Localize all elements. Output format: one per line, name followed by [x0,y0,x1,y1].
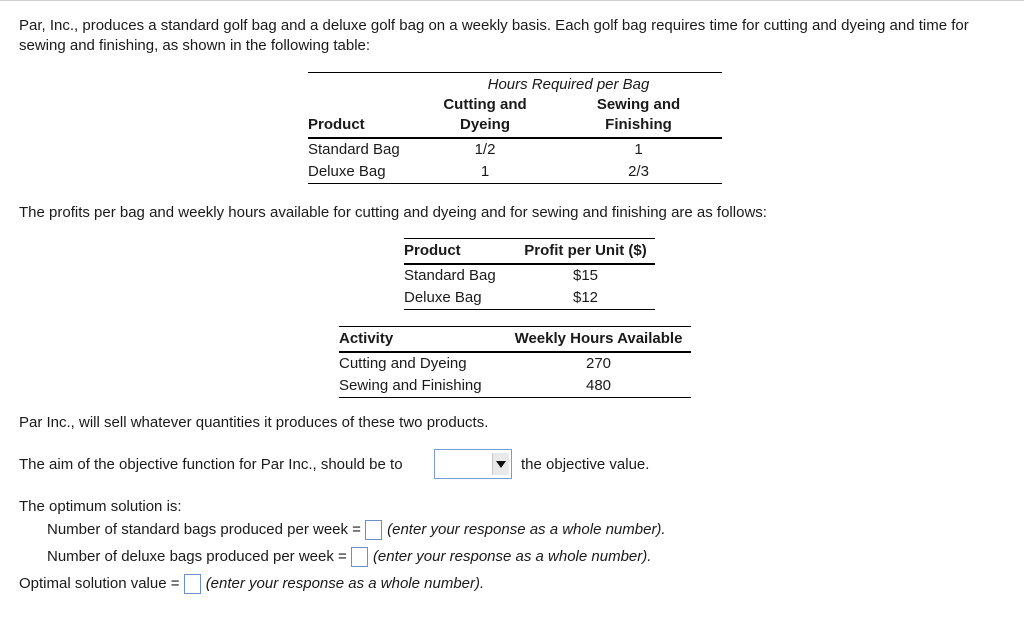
optimal-value-line [19,574,484,594]
standard-bags-hint: (enter your response as a whole number). [387,521,666,538]
table2-product: Deluxe Bag [404,287,516,310]
table-row [404,287,655,310]
table1-col-sewing-line1: Sewing and [596,96,681,113]
triangle-down-icon [496,461,506,468]
objective-aim-dropdown[interactable] [434,449,512,479]
profits-intro-text: The profits per bag and weekly hours available for cutting and dyeing and for sewing and finishing are as follows: [19,204,767,221]
intro-text: Par, Inc., produces a standard golf bag and a deluxe golf bag on a weekly basis. Each golf bag requires time for cutting and dyeing and time for sewing and finishing, as shown in the following table: [19,17,969,54]
objective-prefix: The aim of the objective function for Par Inc., should be to [19,456,403,473]
table1-sewing: 2/3 [555,161,722,184]
table1-blank-cell [308,73,415,96]
table3-col-activity: Activity [339,327,506,353]
deluxe-bags-line [47,547,651,567]
table-row [339,375,691,398]
table1-col-sewing [555,95,722,138]
table1-group-header: Hours Required per Bag [415,73,722,96]
profit-table [404,238,655,310]
table2-profit: $15 [572,267,599,284]
hours-required-table [308,72,722,184]
table1-col-product: Product [308,95,415,138]
deluxe-bags-hint: (enter your response as a whole number). [372,548,652,565]
table2-profit: $12 [516,287,655,310]
table2-product: Standard Bag [404,267,496,284]
table1-product: Deluxe Bag [308,161,415,184]
optimal-value-label: Optimal solution value = [19,575,180,592]
table1-cutting: 1 [415,161,555,184]
table1-sewing: 1 [634,141,643,158]
table-row [339,352,691,375]
table3-col-hours: Weekly Hours Available [506,327,691,353]
objective-suffix: the objective value. [521,456,650,473]
standard-bags-line [47,520,666,540]
top-divider [0,0,1024,1]
table1-col-sewing-line2: Finishing [605,116,672,133]
standard-bags-input[interactable] [365,520,382,540]
hours-available-table [339,326,691,398]
table3-activity: Sewing and Finishing [339,375,506,398]
table-row [404,264,655,287]
table1-col-cutting-line2: Dyeing [459,116,510,133]
solution-heading: The optimum solution is: [19,498,182,515]
table-row [308,138,722,161]
table1-col-cutting [415,95,555,138]
dropdown-toggle[interactable] [492,453,509,475]
deluxe-bags-label: Number of deluxe bags produced per week = [47,548,347,565]
table1-cutting: 1/2 [474,141,496,158]
optimal-value-hint: (enter your response as a whole number). [205,575,485,592]
table1-product: Standard Bag [308,141,400,158]
table2-col-product: Product [404,239,516,265]
table3-hours: 480 [506,375,691,398]
table3-activity: Cutting and Dyeing [339,355,467,372]
deluxe-bags-input[interactable] [351,547,368,567]
standard-bags-label: Number of standard bags produced per week = [47,521,361,538]
table1-col-cutting-line1: Cutting and [443,96,527,113]
table-row [308,161,722,184]
sell-statement: Par Inc., will sell whatever quantities it produces of these two products. [19,414,489,431]
optimal-value-input[interactable] [184,574,201,594]
table3-hours: 270 [585,355,612,372]
table2-col-profit: Profit per Unit ($) [516,239,655,265]
